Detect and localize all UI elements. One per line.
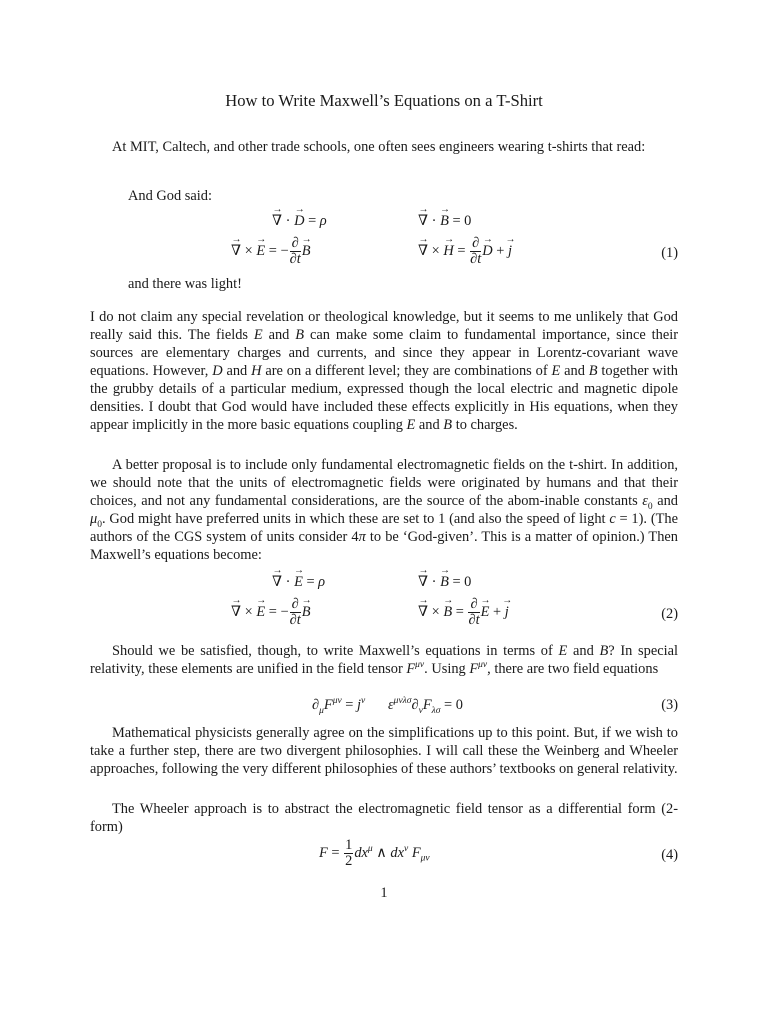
page-number: 1 [380,885,388,901]
eq1-gauss-d: → ∇ · → D = ρ [272,212,327,230]
eq1-faraday: → ∇ × → E = − $\frac{\partial}{\partial t}$ → B [231,236,311,267]
paper-title: How to Write Maxwell’s Equations on a T-Shirt [225,91,543,110]
equation-2 [90,573,678,637]
eq3-right: $\varepsilon^{\mu\nu\lambda\sigma}\partial_\nu F_{\lambda\sigma} = 0$ [388,696,463,716]
paragraph-4 [90,724,678,778]
eq4-expr: F = $\frac{1}{2}$ $dx^\mu$ ∧ $dx^\nu$ $F_{\mu\nu}$ [319,837,430,869]
paragraph-5 [90,800,678,836]
eq2-ampere: → ∇ × → B = $\frac{\partial}{\partial t}$ → E + → j [418,597,509,628]
equation-1 [90,212,678,276]
paragraph-2 [90,456,678,564]
eq2-gauss-b: → ∇ · → B = 0 [418,573,471,591]
eq1-gauss-b: → ∇ · → B = 0 [418,212,471,230]
eq3-number: (3) [661,697,678,713]
paragraph-3-text: Should we be satisfied, though, to write Maxwell’s equations in terms of E and B? In special relativity, these elements are unified in the field tensor $F^{\mu\nu}$. Using $F^{\mu\nu}$, there are two field equations [90,643,678,677]
quote-open: And God said: [128,188,212,204]
paragraph-3 [90,642,678,678]
eq2-gauss-e: → ∇ · → E = ρ [272,573,325,591]
intro-paragraph [90,138,678,156]
paragraph-1 [90,308,678,434]
eq4-number: (4) [661,847,678,863]
paragraph-4-text: Mathematical physicists generally agree on the simplifications up to this point. But, if we wish to take a further step, there are two divergent philosophies. I will call these the Weinberg and Wheeler approaches, following the very different philosophies of these authors’ textbooks on general relativity. [90,725,678,777]
eq1-ampere: → ∇ × → H = $\frac{\partial}{\partial t}$ → D + → j [418,236,512,267]
eq3-left: $\partial_\mu F^{\mu\nu} = j^\nu$ [312,696,366,716]
equation-3 [90,696,678,716]
paragraph-5-text: The Wheeler approach is to abstract the electromagnetic field tensor as a differential form (2-form) [90,801,678,835]
intro-text: At MIT, Caltech, and other trade schools, one often sees engineers wearing t-shirts that read: [112,139,646,155]
quote-close: and there was light! [128,276,242,292]
paragraph-1-text: I do not claim any special revelation or theological knowledge, but it seems to me unlikely that God really said this. The fields E and B can make some claim to fundamental importance, since their sources are elementary charges and currents, and since they appear in Lorentz-covariant wave equations. However, D and H are on a different level; they are combinations of E and B together with the grubby details of a particular medium, expressed though the local electric and magnetic dipole densities. I doubt that God would have included these effects explicitly in His equations, when they appear implicitly in the more basic equations coupling E and B to charges. [90,309,678,433]
equation-4 [90,838,678,872]
eq2-faraday: → ∇ × → E = − $\frac{\partial}{\partial t}$ → B [231,597,311,628]
eq1-number: (1) [661,245,678,261]
eq2-number: (2) [661,606,678,622]
paper-page [90,0,678,1024]
paragraph-2-text: A better proposal is to include only fundamental electromagnetic fields on the t-shirt. In addition, we should note that the units of electromagnetic fields were originated by humans and that their choices, and not any fundamental considerations, are the source of the abom-inable constants $\varepsilon_0$ and $\mu_0$. God might have preferred units in which these are set to 1 (and also the speed of light c = 1). (The authors of the CGS system of units consider 4π to be ‘God-given’. This is a matter of opinion.) Then Maxwell’s equations become: [90,457,678,563]
